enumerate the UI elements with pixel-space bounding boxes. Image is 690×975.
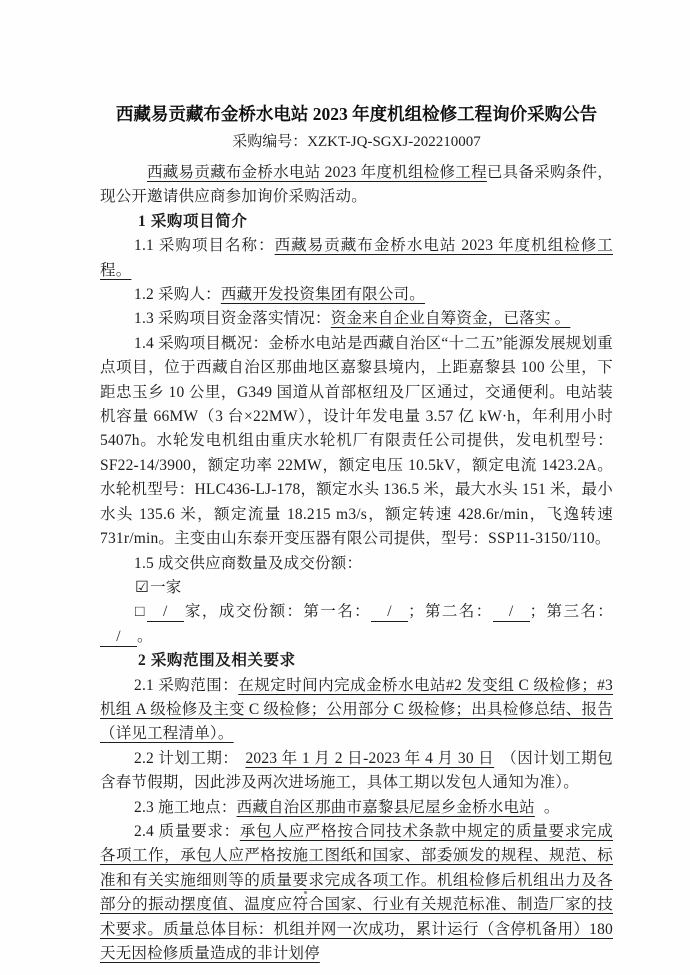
para-1-3-label: 1.3 采购项目资金落实情况： — [134, 310, 331, 328]
scan-artifact-dot — [304, 891, 307, 894]
para-2-2 — [100, 747, 613, 796]
para-2-4 — [100, 820, 613, 966]
blank-share-first: / — [371, 603, 408, 622]
intro-project-name: 西藏易贡藏布金桥水电站 2023 年度机组检修工程 — [147, 164, 487, 181]
procurement-number: 采购编号：XZKT-JQ-SGXJ-202210007 — [232, 134, 481, 150]
section-1-heading: 1 采购项目简介 — [138, 212, 248, 230]
option-one-label: 一家 — [150, 578, 182, 596]
para-2-2-note: （因计划工期包含春节假期，因此涉及两次进场施工，具体工期以发包人通知为准）。 — [100, 749, 613, 792]
intro-paragraph — [100, 161, 613, 210]
para-1-1-label: 1.1 采购项目名称： — [134, 237, 275, 255]
option-multi-supplier — [100, 600, 613, 649]
para-1-4-label: 1.4 采购项目概况： — [134, 334, 269, 352]
para-1-5-label: 1.5 成交供应商数量及成交份额： — [134, 554, 363, 572]
blank-share-third: / — [100, 628, 137, 647]
blank-share-second: / — [493, 603, 530, 622]
para-2-1 — [100, 674, 613, 747]
para-1-4 — [100, 332, 613, 552]
option-one-supplier — [100, 576, 613, 600]
blank-supplier-count: / — [147, 603, 184, 622]
document-title: 西藏易贡藏布金桥水电站 2023 年度机组检修工程询价采购公告 — [115, 104, 598, 124]
intro-rest-text: 已具备采购条件，现公开邀请供应商参加询价采购活动。 — [100, 164, 613, 206]
para-1-2-value: 西藏开发投资集团有限公司。 — [220, 286, 425, 304]
checkbox-checked-icon: ☑ — [135, 578, 150, 596]
para-2-1-value: 在规定时间内完成金桥水电站#2 发变组 C 级检修；#3 机组 A 级检修及主变 C 级检修；公用部分 C 级检修；出具检修总结、报告（详见工程清单）。 — [100, 676, 613, 743]
para-1-5 — [100, 552, 613, 576]
para-2-2-label: 2.2 计划工期： — [134, 749, 239, 767]
para-1-1 — [100, 234, 613, 283]
para-2-3-period: 。 — [543, 798, 560, 816]
option-multi-text-2: ；第二名： — [408, 603, 493, 621]
document-content — [100, 102, 613, 966]
para-1-1-value: 西藏易贡藏布金桥水电站 2023 年度机组检修工程。 — [100, 237, 613, 279]
para-2-3-label: 2.3 施工地点： — [134, 798, 237, 816]
option-multi-text-1: 家，成交份额：第一名： — [183, 603, 372, 621]
section-2-heading: 2 采购范围及相关要求 — [138, 652, 296, 670]
checkbox-unchecked-icon: □ — [135, 603, 146, 621]
para-2-3 — [100, 796, 613, 820]
para-1-3 — [100, 307, 613, 331]
para-2-4-label: 2.4 质量要求： — [134, 822, 240, 840]
para-2-2-value: 2023 年 1 月 2 日-2023 年 4 月 30 日 — [245, 749, 495, 767]
para-1-2 — [100, 283, 613, 307]
option-multi-text-3: ；第三名： — [529, 603, 613, 621]
para-2-1-label: 2.1 采购范围： — [134, 676, 239, 694]
para-2-3-value: 西藏自治区那曲市嘉黎县尼屋乡金桥水电站 — [236, 798, 535, 816]
para-1-2-label: 1.2 采购人： — [134, 286, 221, 304]
option-multi-text-4: 。 — [137, 627, 153, 645]
para-1-4-text: 金桥水电站是西藏自治区“十二五”能源发展规划重点项目，位于西藏自治区那曲地区嘉黎县境内，上距嘉黎县 100 公里，下距忠玉乡 10 公里，G349 国道从首部枢纽及厂区通过，交通便利。电站装机容量 66MW（3 台×22MW），设计年发电量 3.57 亿 kW·h，年利用小时 5407h。水轮发电机组由重庆水轮机厂有限责任公司提供，发电机型号：SF22-14/3900，额定功率 22MW，额定电压 10.5kV，额定电流 1423.2A。水轮机型号：HLC436-LJ-178，额定水头 136.5 米，最大水头 151 米，最小水头 135.6 米，额定流量 18.215 m3/s，额定转速 428.6r/min，飞逸转速 731r/min。主变由山东泰开变压器有限公司提供，型号：SSP11-3150/110。 — [100, 334, 613, 548]
para-1-3-value: 资金来自企业自筹资金，已落实 。 — [330, 310, 571, 328]
para-2-4-value: 承包人应严格按合同技术条款中规定的质量要求完成各项工作，承包人应严格按施工图纸和国家、部委颁发的规程、规范、标准和有关实施细则等的质量要求完成各项工作。机组检修后机组出力及各部分的振动摆度值、温度应符合国家、行业有关规范标准、制造厂家的技术要求。质量总体目标：机组并网一次成功，累计运行（含停机备用）180 天无因检修质量造成的非计划停 — [100, 822, 613, 962]
